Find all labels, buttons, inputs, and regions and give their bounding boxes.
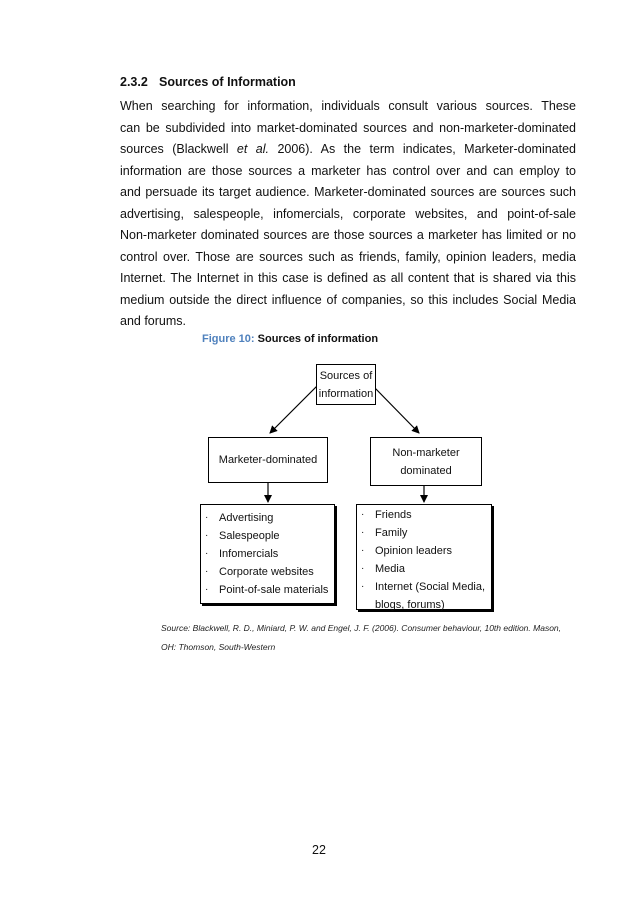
list-item: · Family bbox=[361, 527, 408, 539]
figure-title: Sources of information bbox=[254, 333, 379, 345]
paragraph-line: medium outside the direct influence of companies, so this includes Social Media bbox=[120, 292, 576, 307]
figure-label: Figure 10: bbox=[202, 333, 255, 345]
list-item-continuation: blogs, forums) bbox=[375, 599, 445, 611]
paragraph-line: information are those sources a marketer has control over and can employ to bbox=[120, 163, 576, 178]
paragraph-line: sources (Blackwell et al. 2006). As the term indicates, Marketer-dominated bbox=[120, 142, 576, 157]
paragraph-line: Internet. The Internet in this case is defined as all content that is shared via this bbox=[120, 271, 576, 286]
category-label: Non-marketer bbox=[392, 446, 460, 459]
root-node-line: information bbox=[318, 387, 374, 400]
non-marketer-sources-list bbox=[356, 504, 492, 610]
paragraph-line: Non-marketer dominated sources are those sources a marketer has limited or no bbox=[120, 228, 576, 243]
figure-source-note bbox=[161, 619, 581, 657]
arrow-to-marketer bbox=[270, 386, 317, 433]
list-item: · Infomercials bbox=[205, 548, 279, 560]
list-item: · Friends bbox=[361, 509, 412, 521]
section-title: Sources of Information bbox=[159, 75, 296, 89]
list-item: · Corporate websites bbox=[205, 566, 314, 578]
root-node-line: Sources of bbox=[319, 369, 373, 382]
category-marketer-dominated bbox=[208, 437, 328, 483]
paragraph-line: and forums. bbox=[120, 314, 187, 329]
source-line: OH: Thomson, South-Western bbox=[161, 642, 276, 652]
marketer-sources-list bbox=[200, 504, 335, 604]
list-item: · Media bbox=[361, 563, 405, 575]
source-line: Source: Blackwell, R. D., Miniard, P. W. and Engel, J. F. (2006). Consumer behaviour, 10th edition. Mason, bbox=[161, 623, 562, 633]
list-item: · Internet (Social Media, bbox=[361, 581, 486, 593]
category-non-marketer-dominated bbox=[370, 437, 482, 486]
root-node-sources bbox=[316, 364, 376, 405]
section-number: 2.3.2 bbox=[120, 75, 148, 89]
list-item: · Salespeople bbox=[205, 530, 280, 542]
paragraph-line: control over. Those are sources such as friends, family, opinion leaders, media bbox=[120, 249, 576, 264]
paragraph-line: can be subdivided into market-dominated sources and non-marketer-dominated bbox=[120, 120, 576, 135]
paragraph-line: advertising, salespeople, infomercials, corporate websites, and point-of-sale bbox=[120, 206, 576, 221]
page-number: 22 bbox=[312, 843, 326, 857]
list-item: · Opinion leaders bbox=[361, 545, 453, 557]
paragraph-line: and persuade its target audience. Marketer-dominated sources are sources such bbox=[120, 185, 576, 200]
paragraph-line: When searching for information, individuals consult various sources. These bbox=[120, 99, 576, 113]
category-label: dominated bbox=[400, 464, 452, 477]
arrow-to-non-marketer bbox=[373, 386, 419, 433]
list-item: · Advertising bbox=[205, 512, 274, 524]
list-item: · Point-of-sale materials bbox=[205, 584, 329, 596]
category-label: Marketer-dominated bbox=[218, 454, 318, 466]
